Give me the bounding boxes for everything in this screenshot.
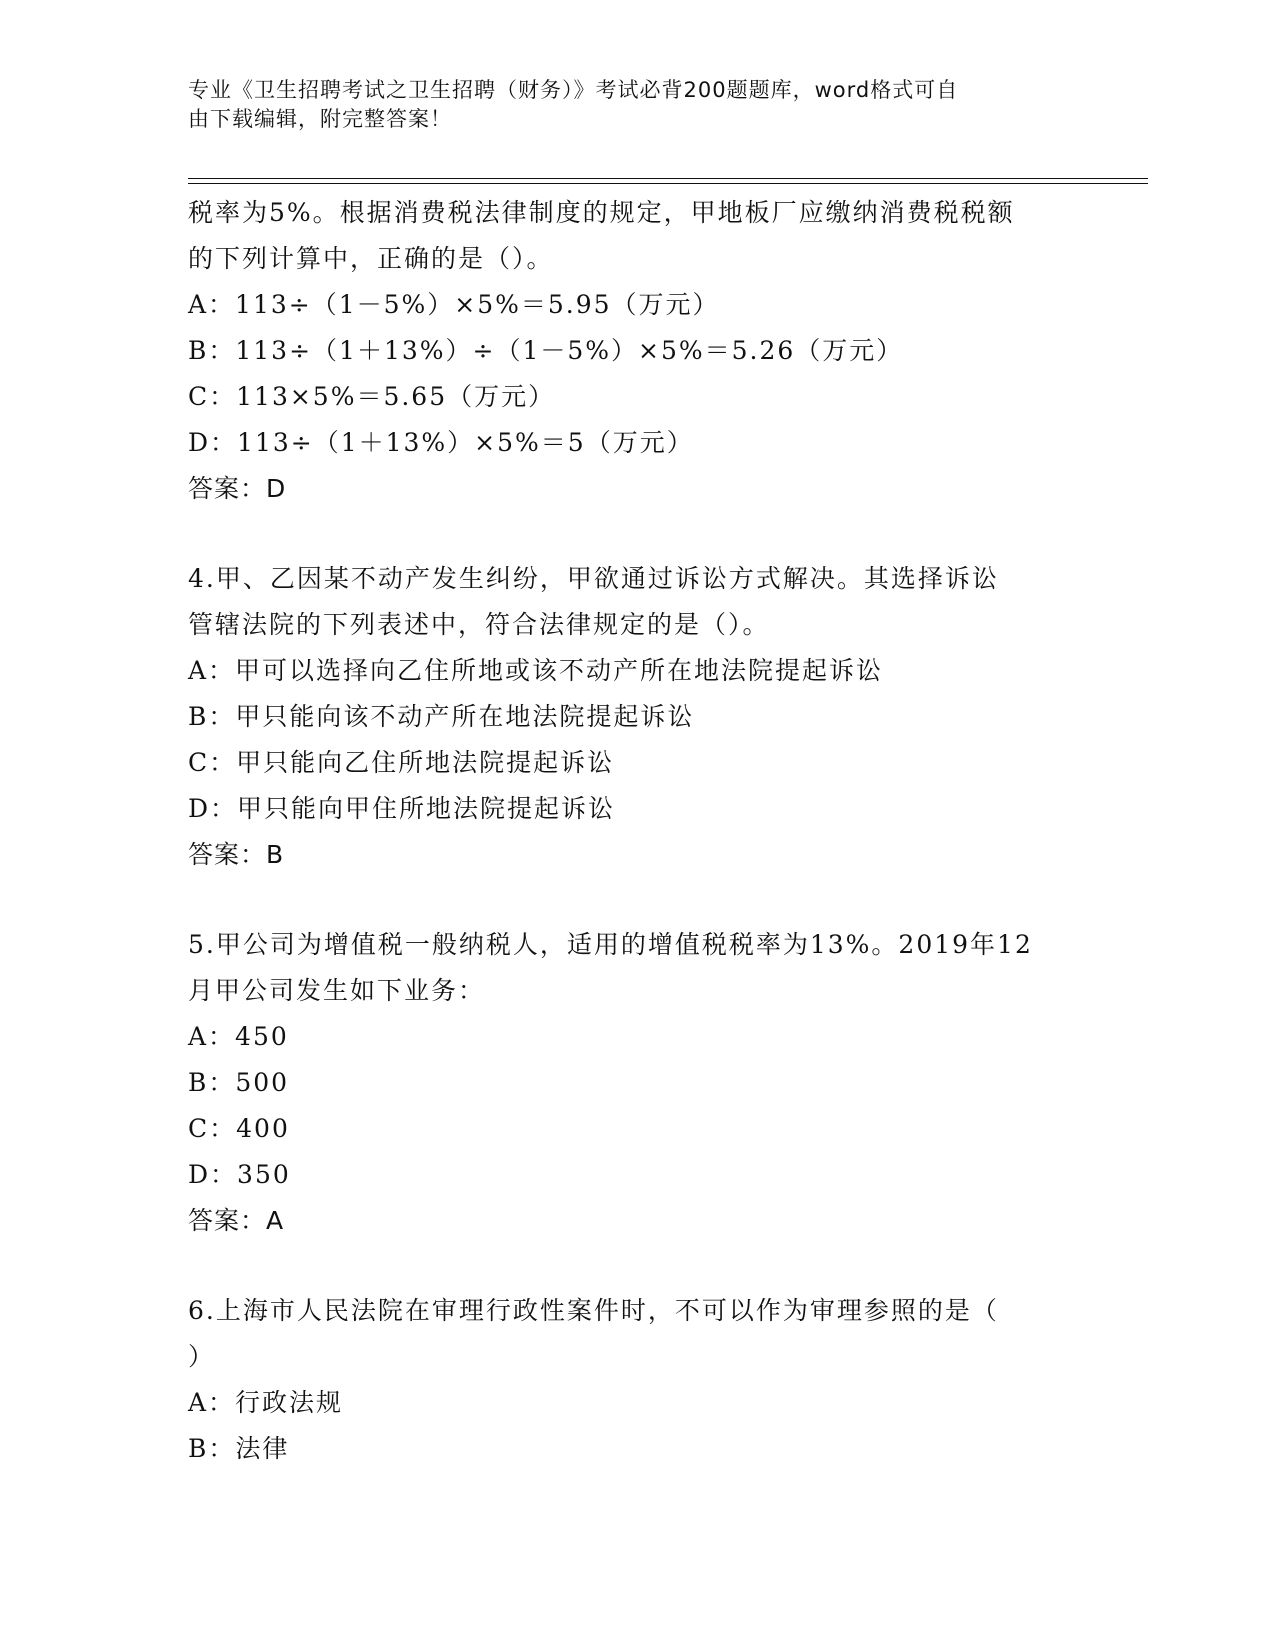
option-d: D：350	[188, 1160, 291, 1189]
question-stem-line: 5.甲公司为增值税一般纳税人，适用的增值税税率为13%。2019年12	[188, 930, 1033, 959]
answer-line: 答案：A	[188, 1206, 285, 1235]
question-stem-line: ）	[188, 1342, 216, 1371]
question-5	[188, 922, 1088, 1244]
question-stem-line: 6.上海市人民法院在审理行政性案件时，不可以作为审理参照的是（	[188, 1296, 999, 1325]
option-b: B：500	[188, 1068, 290, 1097]
question-stem-line: 4.甲、乙因某不动产发生纠纷，甲欲通过诉讼方式解决。其选择诉讼	[188, 564, 999, 593]
option-b: B：113÷（1＋13%）÷（1－5%）×5%＝5.26（万元）	[188, 336, 904, 365]
question-stem-line: 月甲公司发生如下业务：	[188, 976, 486, 1005]
question-stem-line: 税率为5%。根据消费税法律制度的规定，甲地板厂应缴纳消费税税额	[188, 198, 1015, 227]
option-a: A：甲可以选择向乙住所地或该不动产所在地法院提起诉讼	[188, 656, 884, 685]
option-c: C：400	[188, 1114, 290, 1143]
option-b: B：法律	[188, 1434, 290, 1463]
option-d: D：113÷（1＋13%）×5%＝5（万元）	[188, 428, 694, 457]
option-c: C：甲只能向乙住所地法院提起诉讼	[188, 748, 615, 777]
question-stem-line: 的下列计算中，正确的是（）。	[188, 244, 554, 273]
answer-line: 答案：B	[188, 840, 285, 869]
spacer	[188, 878, 1088, 922]
question-list	[188, 190, 1088, 1472]
spacer	[188, 512, 1088, 556]
spacer	[188, 1244, 1088, 1288]
answer-line: 答案：D	[188, 474, 287, 503]
header-line-1: 专业《卫生招聘考试之卫生招聘（财务）》考试必背200题题库，word格式可自	[188, 78, 959, 102]
header-divider-bottom	[188, 183, 1148, 184]
option-c: C：113×5%＝5.65（万元）	[188, 382, 556, 411]
option-d: D：甲只能向甲住所地法院提起诉讼	[188, 794, 616, 823]
question-3	[188, 190, 1088, 512]
option-a: A：450	[188, 1022, 289, 1051]
option-a: A：行政法规	[188, 1388, 344, 1417]
option-b: B：甲只能向该不动产所在地法院提起诉讼	[188, 702, 695, 731]
question-6	[188, 1288, 1088, 1472]
header-divider-top	[188, 178, 1148, 179]
option-a: A：113÷（1－5%）×5%＝5.95（万元）	[188, 290, 720, 319]
question-stem-line: 管辖法院的下列表述中，符合法律规定的是（）。	[188, 610, 770, 639]
question-4	[188, 556, 1088, 878]
header-line-2: 由下载编辑，附完整答案！	[188, 107, 452, 131]
document-header	[188, 76, 1088, 134]
